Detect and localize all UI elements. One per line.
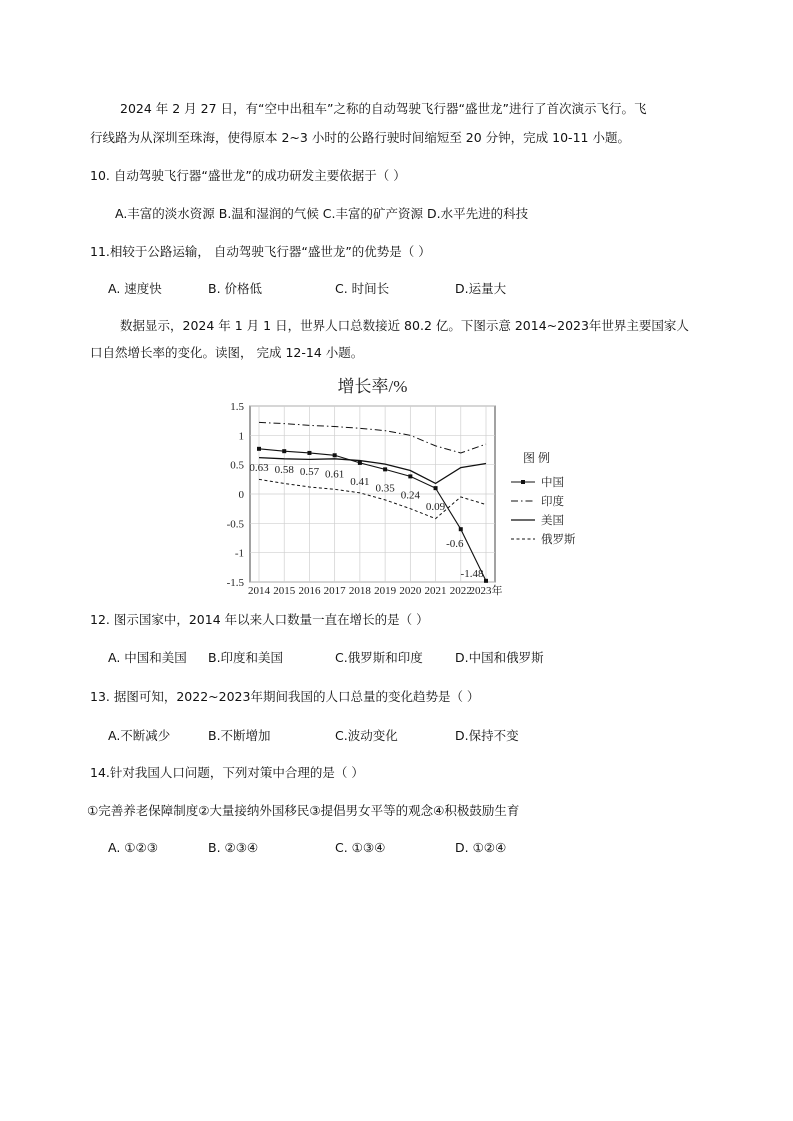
q12-option-c: C.俄罗斯和印度 [335,650,423,665]
x-tick-label: 2020 [399,585,422,597]
y-tick-label: -0.5 [226,518,244,531]
x-tick-label: 2023年 [469,585,503,597]
y-tick-label: 0.5 [230,459,244,472]
y-tick-label: 0 [238,489,244,501]
x-tick-label: 2022 [449,585,472,597]
x-tick-label: 2019 [374,585,397,597]
data-point [257,447,261,451]
data-label: 0.35 [375,482,395,495]
q14-option-b: B. ②③④ [208,840,259,855]
data-point [358,461,362,465]
q14-option-c: C. ①③④ [335,840,386,855]
y-tick-label: -1.5 [226,577,244,589]
intro1-line1: 2024 年 2 月 27 日，有“空中出租车”之称的自动驾驶飞行器“盛世龙”进行了首次演示飞行。飞 [120,101,647,116]
q13-option-b: B.不断增加 [208,728,271,743]
q11-option-d: D.运量大 [455,281,507,296]
q12-option-b: B.印度和美国 [208,650,284,665]
intro1-line2: 行线路为从深圳至珠海，使得原本 2~3 小时的公路行驶时间缩短至 20 分钟，完成 10-11 小题。 [90,130,630,145]
q14-stem: 14.针对我国人口问题，下列对策中合理的是（ ） [90,765,364,780]
q12-option-a: A. 中国和美国 [108,650,187,665]
legend-label: 美国 [541,515,564,527]
data-label: -1.48 [460,567,484,580]
legend-label: 中国 [541,477,564,489]
q13-option-a: A.不断减少 [108,728,171,743]
chart-title: 增长率/% [337,377,408,396]
legend-label: 俄罗斯 [541,534,575,546]
x-tick-label: 2018 [348,585,371,597]
data-point [484,579,488,583]
q13-option-c: C.波动变化 [335,728,398,743]
data-point [333,453,337,457]
q13-option-d: D.保持不变 [455,728,519,743]
data-point [383,467,387,471]
q14-option-d: D. ①②④ [455,840,507,855]
q11-option-a: A. 速度快 [108,281,162,296]
x-tick-label: 2015 [273,585,296,597]
q12-stem: 12. 图示国家中，2014 年以来人口数量一直在增长的是（ ） [90,612,429,627]
data-label: 0.24 [400,489,420,502]
data-label: 0.09 [425,501,446,514]
x-tick-label: 2017 [323,585,346,597]
y-tick-label: 1.5 [230,401,244,413]
y-tick-label: 1 [238,430,244,443]
population-growth-chart [215,370,575,600]
data-point [282,449,286,453]
x-tick-label: 2021 [424,585,447,597]
legend-label: 印度 [541,496,564,508]
data-label: 0.61 [325,468,345,481]
x-tick-label: 2014 [248,585,270,597]
data-point [307,451,311,455]
q11-stem: 11.相较于公路运输， 自动驾驶飞行器“盛世龙”的优势是（ ） [90,244,431,259]
data-label: 0.58 [274,464,294,477]
intro2-line2: 口自然增长率的变化。读图， 完成 12-14 小题。 [90,345,364,360]
data-point [459,527,463,531]
q10-options: A.丰富的淡水资源 B.温和湿润的气候 C.丰富的矿产资源 D.水平先进的科技 [115,206,529,221]
q14-items: ①完善养老保障制度②大量接纳外国移民③提倡男女平等的观念④积极鼓励生育 [87,803,520,818]
data-label: 0.57 [299,465,320,478]
data-point [434,486,438,490]
legend-title: 图 例 [523,451,551,465]
q11-option-c: C. 时间长 [335,281,390,296]
q13-stem: 13. 据图可知，2022~2023年期间我国的人口总量的变化趋势是（ ） [90,689,480,704]
q14-option-a: A. ①②③ [108,840,158,855]
data-label: -0.6 [446,538,464,551]
y-tick-label: -1 [234,547,244,560]
x-tick-label: 2016 [298,585,321,597]
legend-marker [521,480,525,484]
data-point [408,474,412,478]
data-label: 0.63 [249,461,269,474]
data-label: 0.41 [350,475,370,488]
q12-option-d: D.中国和俄罗斯 [455,650,544,665]
intro2-line1: 数据显示，2024 年 1 月 1 日，世界人口总数接近 80.2 亿。下图示意 2014~2023年世界主要国家人 [120,318,689,333]
q11-option-b: B. 价格低 [208,281,263,296]
q10-stem: 10. 自动驾驶飞行器“盛世龙”的成功研发主要依据于（ ） [90,168,406,183]
